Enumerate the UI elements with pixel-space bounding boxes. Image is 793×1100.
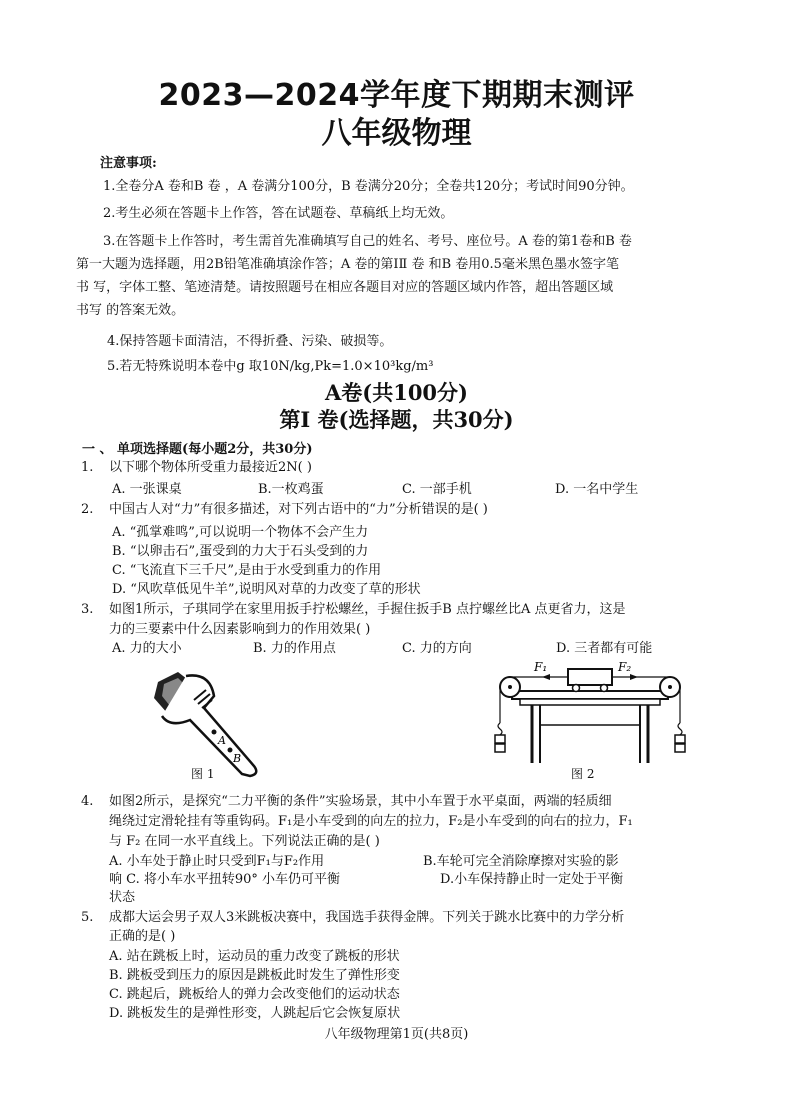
- label-f2: F₂: [618, 660, 632, 674]
- question-text: 成都大运会男子双人3米跳板决赛中，我国选手获得金牌。下列关于跳水比赛中的力学分析: [109, 910, 625, 925]
- figure-1-wrench: [150, 668, 280, 778]
- note-line: 1.全卷分A 卷和B 卷 ，A 卷满分100分，B 卷满分20分；全卷共120分；考试时间90分钟。: [103, 179, 634, 194]
- option-a: A. 小车处于静止时只受到F₁与F₂作用: [109, 854, 325, 869]
- notes-heading: 注意事项:: [100, 156, 157, 171]
- question-text: 中国古人对“力”有很多描述，对下列古语中的“力”分析错误的是( ): [109, 502, 488, 517]
- question-number: 1.: [81, 460, 94, 475]
- option-c: C. 一部手机: [402, 482, 472, 497]
- label-b: B: [233, 752, 242, 765]
- question-text: 正确的是( ): [109, 929, 176, 944]
- label-f1: F₁: [534, 660, 548, 674]
- note-line: 4.保持答题卡面清洁，不得折叠、污染、破损等。: [107, 334, 393, 349]
- option-a: A. 力的大小: [112, 641, 182, 656]
- note-line: 书写 的答案无效。: [76, 303, 185, 318]
- option-d: D. 跳板发生的是弹性形变，人跳起后它会恢复原状: [109, 1006, 401, 1021]
- question-text: 如图2所示，是探究“二力平衡的条件”实验场景，其中小车置于水平桌面，两端的轻质细: [109, 794, 612, 809]
- question-text: 绳绕过定滑轮挂有等重钩码。F₁是小车受到的向左的拉力，F₂是小车受到的向右的拉力，F₁: [109, 814, 633, 829]
- exam-title: 2023—2024学年度下期期末测评: [158, 78, 635, 113]
- option-b: B. “以卵击石”,蛋受到的力大于石头受到的力: [112, 544, 369, 559]
- label-a: A: [218, 734, 226, 747]
- question-text: 力的三要素中什么因素影响到力的作用效果( ): [109, 622, 371, 637]
- page-footer: 八年级物理第1页(共8页): [324, 1027, 469, 1042]
- note-line: 第一大题为选择题，用2B铅笔准确填涂作答；A 卷的第ⅠⅡ 卷 和B 卷用0.5毫米黑色墨水签字笔: [76, 257, 619, 272]
- option-d: D.小车保持静止时一定处于平衡: [440, 872, 624, 887]
- option-b: B. 跳板受到压力的原因是跳板此时发生了弹性形变: [109, 968, 400, 983]
- option-c: C. “飞流直下三千尺”,是由于水受到重力的作用: [112, 563, 382, 578]
- question-number: 4.: [81, 794, 94, 809]
- option-c: 响 C. 将小车水平扭转90° 小车仍可平衡: [109, 872, 341, 887]
- figure-1-caption: 图 1: [191, 767, 215, 781]
- part-1-title: 第I 卷(选择题，共30分): [279, 407, 514, 432]
- option-d-cont: 状态: [109, 890, 136, 905]
- option-b: B. 力的作用点: [253, 641, 336, 656]
- question-number: 2.: [81, 502, 94, 517]
- option-a: A. 一张课桌: [112, 482, 182, 497]
- option-d: D. 三者都有可能: [556, 641, 653, 656]
- figure-2-apparatus: [490, 657, 690, 767]
- option-a: A. 站在跳板上时，运动员的重力改变了跳板的形状: [109, 949, 400, 964]
- question-number: 3.: [81, 602, 94, 617]
- option-b: B.车轮可完全消除摩擦对实验的影: [423, 854, 619, 869]
- figure-2-caption: 图 2: [571, 767, 595, 781]
- exam-subtitle: 八年级物理: [321, 116, 472, 151]
- question-text: 与 F₂ 在同一水平直线上。下列说法正确的是( ): [109, 834, 380, 849]
- option-b: B.一枚鸡蛋: [258, 482, 324, 497]
- question-text: 以下哪个物体所受重力最接近2N( ): [109, 460, 312, 475]
- note-line: 2.考生必须在答题卡上作答，答在试题卷、草稿纸上均无效。: [103, 206, 454, 221]
- option-d: D. 一名中学生: [555, 482, 639, 497]
- note-line: 5.若无特殊说明本卷中g 取10N/kg,Pk=1.0×10³kg/m³: [107, 359, 434, 374]
- part-1-heading: 一 、 单项选择题(每小题2分，共30分): [82, 442, 313, 457]
- question-number: 5.: [81, 910, 94, 925]
- option-c: C. 力的方向: [402, 641, 472, 656]
- point-b: [228, 748, 233, 753]
- option-c: C. 跳起后，跳板给人的弹力会改变他们的运动状态: [109, 987, 400, 1002]
- question-text: 如图1所示，子琪同学在家里用扳手拧松螺丝，手握住扳手B 点拧螺丝比A 点更省力，这是: [109, 602, 626, 617]
- point-a: [212, 730, 217, 735]
- option-a: A. “孤掌难鸣”,可以说明一个物体不会产生力: [112, 525, 369, 540]
- note-line: 书 写，字体工整、笔迹清楚。请按照题号在相应各题目对应的答题区域内作答，超出答题区域: [76, 280, 614, 295]
- section-a-title: A卷(共100分): [324, 380, 468, 405]
- option-d: D. “风吹草低见牛羊”,说明风对草的力改变了草的形状: [112, 582, 421, 597]
- note-line: 3.在答题卡上作答时，考生需首先准确填写自己的姓名、考号、座位号。A 卷的第1卷和B 卷: [103, 234, 632, 249]
